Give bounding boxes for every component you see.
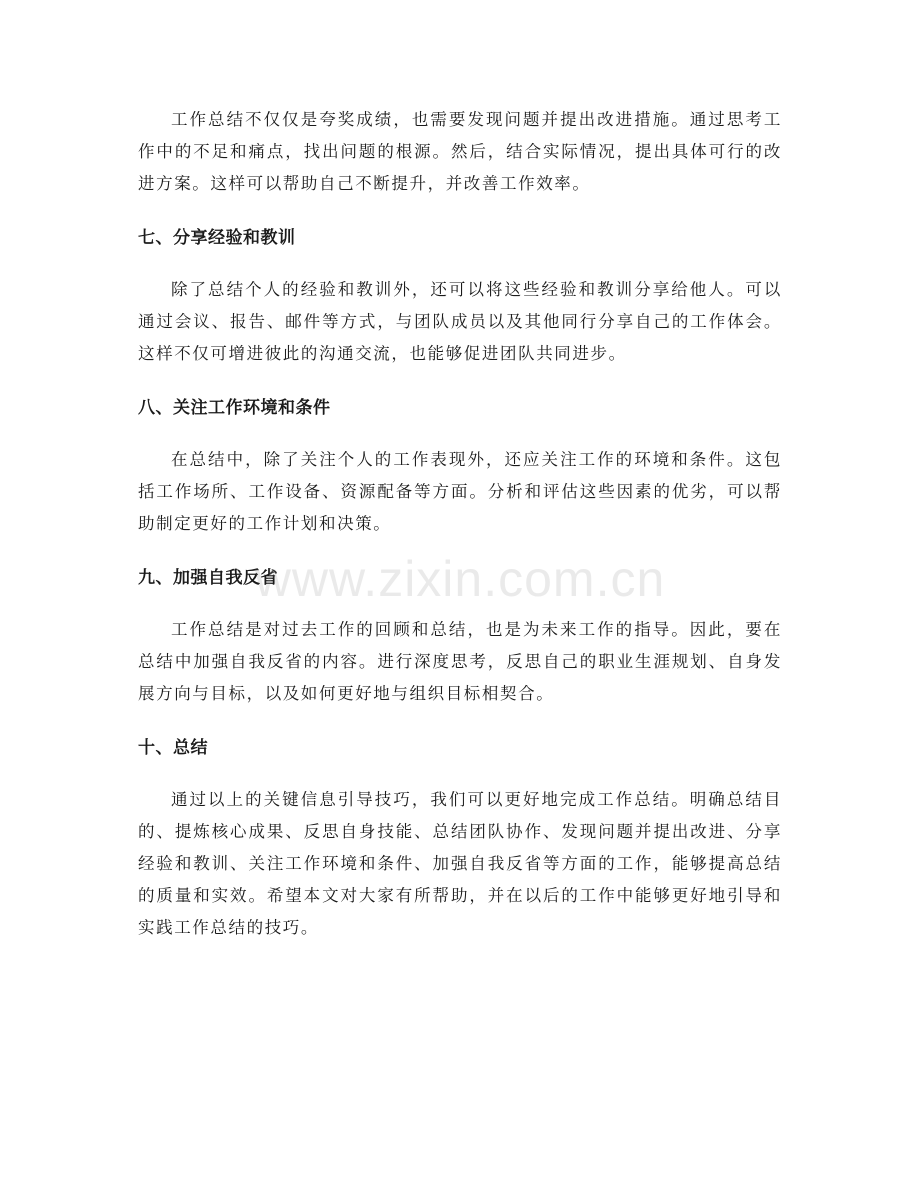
section-heading-10: 十、总结 xyxy=(138,738,208,758)
section-body-8: 在总结中，除了关注个人的工作表现外，还应关注工作的环境和条件。这包括工作场所、工作设备、资源配备等方面。分析和评估这些因素的优劣，可以帮助制定更好的工作计划和决策。 xyxy=(138,450,782,533)
spacer xyxy=(138,594,782,614)
spacer xyxy=(138,710,782,732)
spacer xyxy=(138,370,782,392)
intro-paragraph: 工作总结不仅仅是夸奖成绩，也需要发现问题并提出改进措施。通过思考工作中的不足和痛点，找出问题的根源。然后，结合实际情况，提出具体可行的改进方案。这样可以帮助自己不断提升，并改善工作效率。 xyxy=(138,110,782,193)
section-body-7: 除了总结个人的经验和教训外，还可以将这些经验和教训分享给他人。可以通过会议、报告、邮件等方式，与团队成员以及其他同行分享自己的工作体会。这样不仅可增进彼此的沟通交流，也能够促进团队共同进步。 xyxy=(138,280,782,363)
section-body-10: 通过以上的关键信息引导技巧，我们可以更好地完成工作总结。明确总结目的、提炼核心成果、反思自身技能、总结团队协作、发现问题并提出改进、分享经验和教训、关注工作环境和条件、加强自我反省等方面的工作，能够提高总结的质量和实效。希望本文对大家有所帮助，并在以后的工作中能够更好地引导和实践工作总结的技巧。 xyxy=(138,790,782,937)
spacer xyxy=(138,200,782,222)
spacer xyxy=(138,540,782,562)
section-heading-7: 七、分享经验和教训 xyxy=(138,228,296,248)
section-heading-9: 九、加强自我反省 xyxy=(138,568,278,588)
spacer xyxy=(138,764,782,784)
section-heading-8: 八、关注工作环境和条件 xyxy=(138,398,331,418)
spacer xyxy=(138,254,782,274)
watermark: www.zixin.com.cn xyxy=(254,551,666,607)
spacer xyxy=(138,424,782,444)
section-body-9: 工作总结是对过去工作的回顾和总结，也是为未来工作的指导。因此，要在总结中加强自我反省的内容。进行深度思考，反思自己的职业生涯规划、自身发展方向与目标，以及如何更好地与组织目标相契合。 xyxy=(138,620,782,703)
